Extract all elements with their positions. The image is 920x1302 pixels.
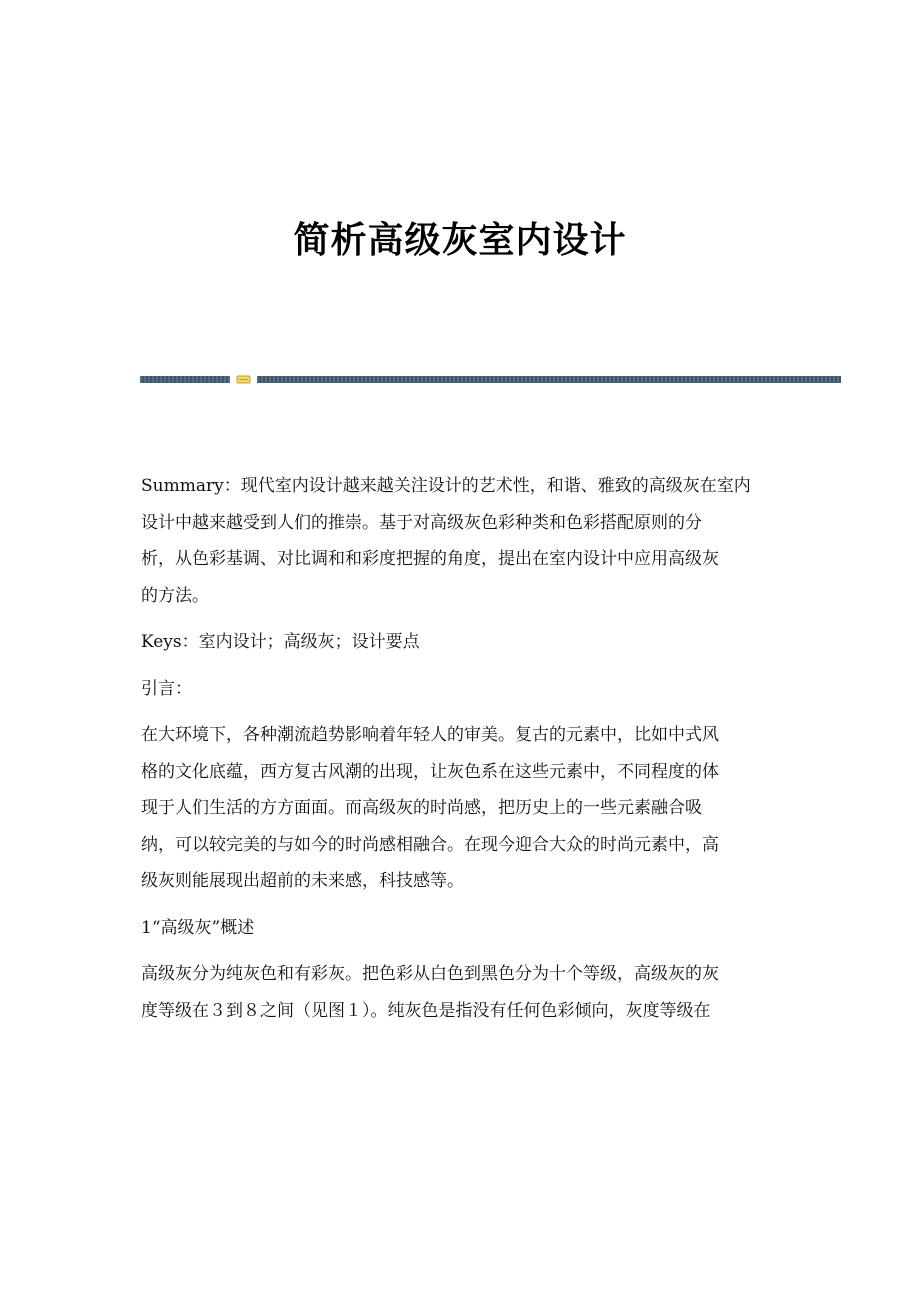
document-title: 简析高级灰室内设计	[293, 219, 627, 261]
intro-line: 格的文化底蕴，西方复古风潮的出现，让灰色系在这些元素中，不同程度的体	[141, 761, 719, 782]
divider-left-segment	[140, 376, 230, 383]
intro-line: 在大环境下，各种潮流趋势影响着年轻人的审美。复古的元素中，比如中式风	[141, 725, 719, 745]
document-body	[141, 468, 781, 1029]
intro-line: 级灰则能展现出超前的未来感，科技感等。	[141, 871, 464, 891]
summary-label: Summary：	[141, 476, 241, 496]
divider-rule	[140, 375, 841, 384]
keys-line: Keys：室内设计；高级灰；设计要点	[141, 632, 420, 652]
summary-line: 析，从色彩基调、对比调和和彩度把握的角度，提出在室内设计中应用高级灰	[141, 549, 719, 569]
intro-line: 纳，可以较完美的与如今的时尚感相融合。在现今迎合大众的时尚元素中，高	[141, 834, 719, 855]
section-line: 高级灰分为纯灰色和有彩灰。把色彩从白色到黑色分为十个等级，高级灰的灰	[141, 964, 719, 984]
summary-line: 设计中越来越受到人们的推崇。基于对高级灰色彩种类和色彩搭配原则的分	[141, 512, 702, 533]
intro-heading: 引言：	[141, 678, 192, 699]
summary-line: Summary：现代室内设计越来越关注设计的艺术性，和谐、雅致的高级灰在室内	[141, 476, 751, 496]
divider-ornament-icon	[236, 374, 251, 385]
summary-line: 的方法。	[141, 585, 209, 606]
section-heading: 1“高级灰”概述	[141, 917, 255, 938]
intro-line: 现于人们生活的方方面面。而高级灰的时尚感，把历史上的一些元素融合吸	[141, 798, 702, 818]
section-line: 度等级在３到８之间（见图１）。纯灰色是指没有任何色彩倾向，灰度等级在	[141, 1000, 711, 1021]
divider-right-segment	[257, 376, 841, 383]
